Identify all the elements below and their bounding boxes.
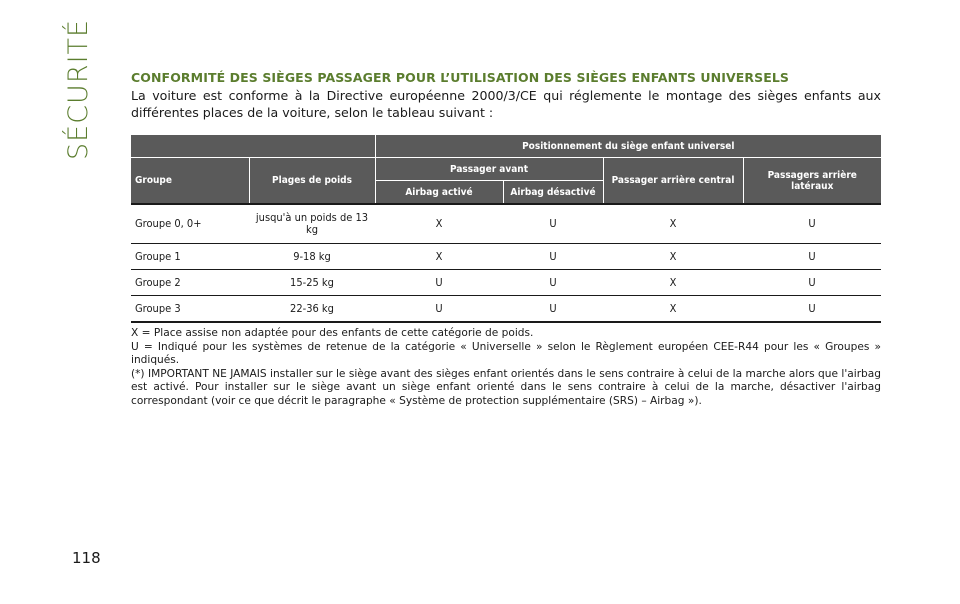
cell-weight: 22-36 kg xyxy=(249,296,375,323)
table-row xyxy=(131,204,881,244)
cell-airbag-on: X xyxy=(375,204,503,244)
header-rear-center: Passager arrière central xyxy=(603,158,743,205)
header-airbag-on: Airbag activé xyxy=(375,181,503,205)
header-main: Positionnement du siège enfant universel xyxy=(375,135,881,158)
cell-rear-center: X xyxy=(603,296,743,323)
header-blank xyxy=(131,135,375,158)
cell-weight: 9-18 kg xyxy=(249,244,375,270)
table-row xyxy=(131,296,881,323)
cell-rear-side: U xyxy=(743,296,881,323)
intro-paragraph: La voiture est conforme à la Directive européenne 2000/3/CE qui réglemente le montage des sièges enfants aux différentes places de la voiture, selon le tableau suivant : xyxy=(131,88,881,120)
cell-group: Groupe 1 xyxy=(131,244,249,270)
cell-airbag-on: U xyxy=(375,296,503,323)
cell-airbag-off: U xyxy=(503,204,603,244)
cell-rear-side: U xyxy=(743,204,881,244)
table-row xyxy=(131,244,881,270)
note-x: X = Place assise non adaptée pour des enfants de cette catégorie de poids. xyxy=(131,327,534,339)
table-notes xyxy=(131,327,881,408)
header-airbag-off: Airbag désactivé xyxy=(503,181,603,205)
cell-airbag-off: U xyxy=(503,244,603,270)
cell-weight: 15-25 kg xyxy=(249,270,375,296)
cell-weight: jusqu'à un poids de 13 kg xyxy=(249,204,375,244)
section-heading: CONFORMITÉ DES SIÈGES PASSAGER POUR L’UTILISATION DES SIÈGES ENFANTS UNIVERSELS xyxy=(131,70,790,85)
header-group: Groupe xyxy=(131,158,249,205)
child-seat-table xyxy=(131,135,881,323)
header-rear-side: Passagers arrière latéraux xyxy=(743,158,881,205)
table-row xyxy=(131,270,881,296)
cell-airbag-off: U xyxy=(503,296,603,323)
cell-rear-center: X xyxy=(603,244,743,270)
cell-group: Groupe 2 xyxy=(131,270,249,296)
cell-rear-center: X xyxy=(603,204,743,244)
cell-airbag-off: U xyxy=(503,270,603,296)
cell-rear-side: U xyxy=(743,244,881,270)
header-weight: Plages de poids xyxy=(249,158,375,205)
page-content xyxy=(131,70,881,408)
cell-airbag-on: X xyxy=(375,244,503,270)
cell-rear-center: X xyxy=(603,270,743,296)
cell-airbag-on: U xyxy=(375,270,503,296)
note-u: U = Indiqué pour les systèmes de retenue de la catégorie « Universelle » selon le Règlement européen CEE-R44 pour les « Groupes » indiqués. xyxy=(131,340,881,366)
cell-rear-side: U xyxy=(743,270,881,296)
note-important: (*) IMPORTANT NE JAMAIS installer sur le siège avant des sièges enfant orientés dans le sens contraire à celui de la marche alors que l'airbag est activé. Pour installer sur le siège avant un siège enfant orienté dans le sens contraire à celui de la marche, désactiver l'airbag correspondant (voir ce que décrit le paragraphe « Système de protection supplémentaire (SRS) – Airbag »). xyxy=(131,367,881,407)
section-side-title: SÉCURITÉ xyxy=(63,18,94,160)
header-front-passenger: Passager avant xyxy=(375,158,603,181)
cell-group: Groupe 3 xyxy=(131,296,249,323)
page-number: 118 xyxy=(72,549,101,567)
cell-group: Groupe 0, 0+ xyxy=(131,204,249,244)
